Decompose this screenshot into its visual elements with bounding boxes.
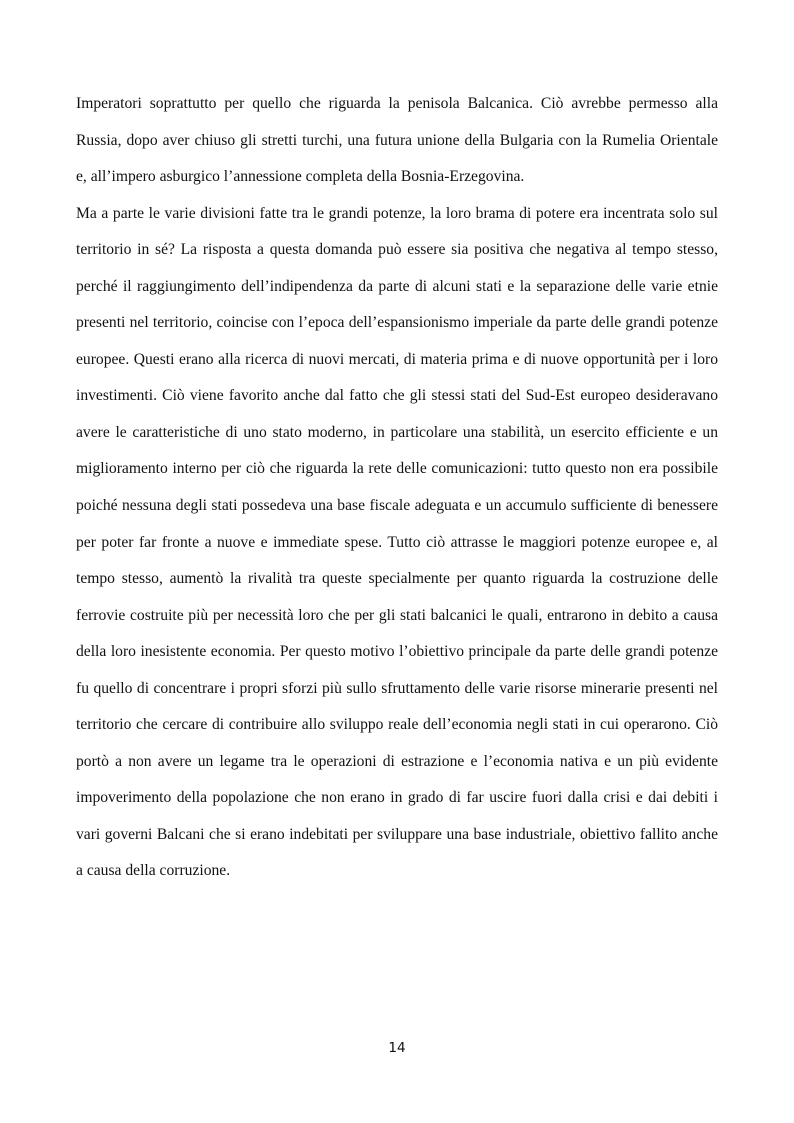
text-line: poiché nessuna degli stati possedeva una base fiscale adeguata e un accumulo sufficiente di benessere	[76, 497, 718, 515]
text-line: della loro inesistente economia. Per questo motivo l’obiettivo principale da parte delle grandi potenze	[76, 643, 718, 661]
text-line: europee. Questi erano alla ricerca di nuovi mercati, di materia prima e di nuove opportunità per i loro	[76, 350, 718, 368]
text-line: portò a non avere un legame tra le operazioni di estrazione e l’economia nativa e un più evidente	[76, 752, 718, 770]
text-line: Ma a parte le varie divisioni fatte tra le grandi potenze, la loro brama di potere era incentrata solo sul	[76, 204, 718, 222]
text-line: miglioramento interno per ciò che riguarda la rete delle comunicazioni: tutto questo non era possibile	[76, 460, 718, 478]
page-number: 14	[388, 1040, 406, 1056]
text-line: territorio che cercare di contribuire allo sviluppo reale dell’economia negli stati in cui operarono. Ciò	[76, 716, 718, 734]
text-line: tempo stesso, aumentò la rivalità tra queste specialmente per quanto riguarda la costruzione delle	[76, 570, 718, 588]
text-line: e, all’impero asburgico l’annessione completa della Bosnia-Erzegovina.	[76, 168, 525, 186]
body-text	[76, 92, 718, 896]
text-line: per poter far fronte a nuove e immediate spese. Tutto ciò attrasse le maggiori potenze europee e, al	[76, 533, 718, 551]
text-line: territorio in sé? La risposta a questa domanda può essere sia positiva che negativa al tempo stesso,	[76, 241, 718, 259]
text-line: investimenti. Ciò viene favorito anche dal fatto che gli stessi stati del Sud-Est europeo desideravano	[76, 387, 718, 405]
text-line: perché il raggiungimento dell’indipendenza da parte di alcuni stati e la separazione delle varie etnie	[76, 277, 718, 295]
text-line: ferrovie costruite più per necessità loro che per gli stati balcanici le quali, entrarono in debito a causa	[76, 606, 718, 624]
text-line: presenti nel territorio, coincise con l’epoca dell’espansionismo imperiale da parte delle grandi potenze	[76, 314, 718, 332]
text-line: avere le caratteristiche di uno stato moderno, in particolare una stabilità, un esercito efficiente e un	[76, 423, 718, 441]
text-line: vari governi Balcani che si erano indebitati per sviluppare una base industriale, obiettivo fallito anche	[76, 825, 718, 843]
text-line: a causa della corruzione.	[76, 862, 231, 880]
text-line: Russia, dopo aver chiuso gli stretti turchi, una futura unione della Bulgaria con la Rumelia Orientale	[76, 131, 718, 149]
text-line: impoverimento della popolazione che non erano in grado di far uscire fuori dalla crisi e dai debiti i	[76, 789, 718, 807]
text-line: fu quello di concentrare i propri sforzi più sullo sfruttamento delle varie risorse minerarie presenti nel	[76, 679, 718, 697]
text-line: Imperatori soprattutto per quello che riguarda la penisola Balcanica. Ciò avrebbe permesso alla	[76, 95, 718, 112]
